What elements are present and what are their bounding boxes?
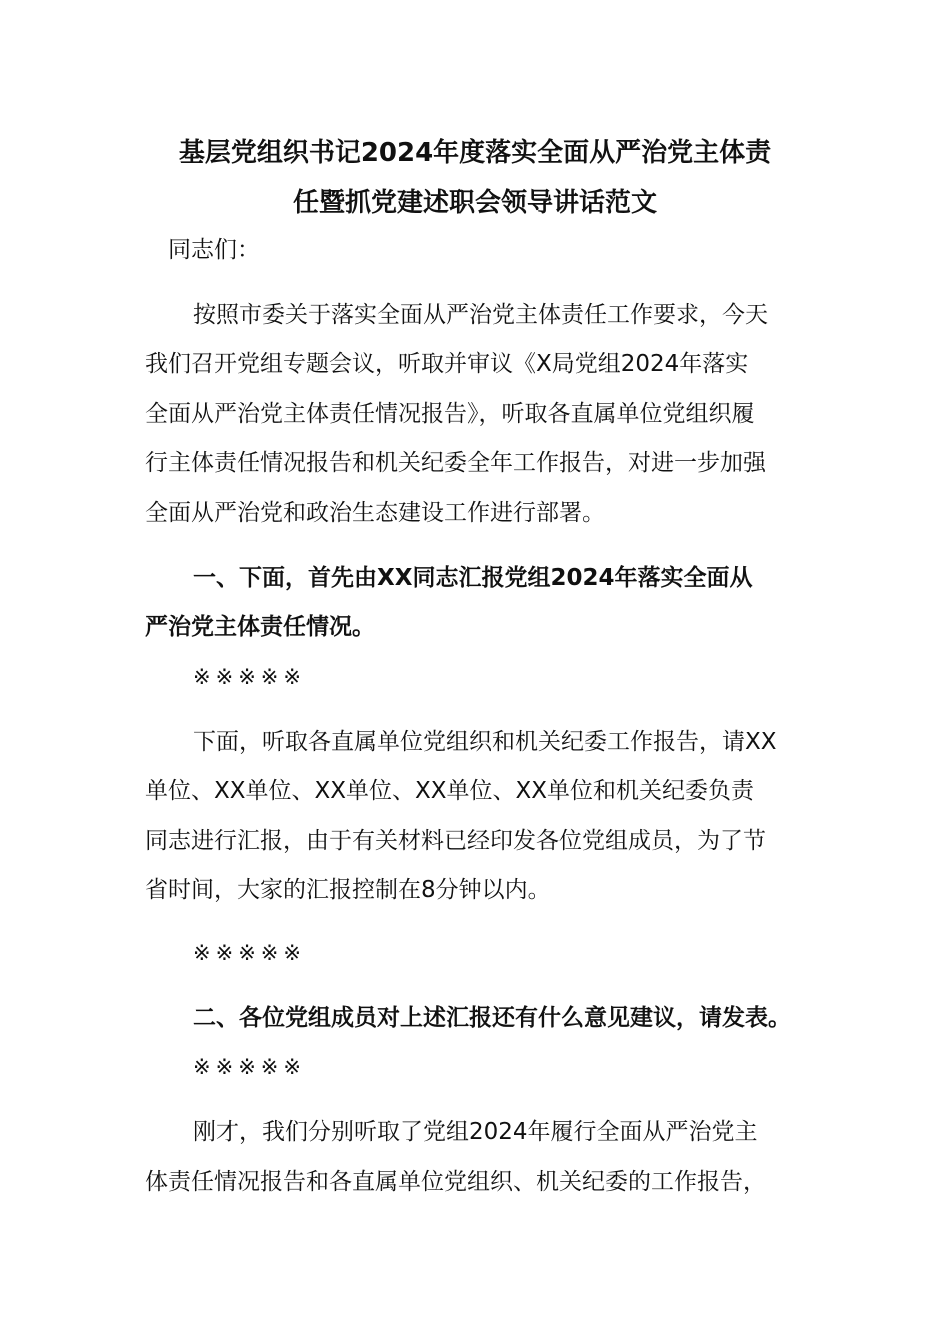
- heading-2: 二、各位党组成员对上述汇报还有什么意见建议，请发表。: [193, 1005, 791, 1031]
- paragraph-2-line-2: 单位、XX单位、XX单位、XX单位、XX单位和机关纪委负责: [145, 778, 755, 804]
- paragraph-1-line-1: 按照市委关于落实全面从严治党主体责任工作要求，今天: [193, 302, 768, 328]
- paragraph-2-line-4: 省时间，大家的汇报控制在8分钟以内。: [145, 877, 551, 903]
- heading-1-line-1: 一、下面，首先由XX同志汇报党组2024年落实全面从: [193, 565, 753, 591]
- paragraph-3-line-1: 刚才，我们分别听取了党组2024年履行全面从严治党主: [193, 1119, 758, 1145]
- separator-1: ※※※※※: [193, 665, 306, 689]
- heading-1-line-2: 严治党主体责任情况。: [145, 614, 375, 640]
- paragraph-2-line-1: 下面，听取各直属单位党组织和机关纪委工作报告，请XX: [193, 729, 777, 755]
- paragraph-1-line-2: 我们召开党组专题会议，听取并审议《X局党组2024年落实: [145, 351, 749, 377]
- separator-2: ※※※※※: [193, 941, 306, 965]
- document-title-line-2: 任暨抓党建述职会领导讲话范文: [292, 188, 657, 218]
- separator-3: ※※※※※: [193, 1055, 306, 1079]
- paragraph-1-line-4: 行主体责任情况报告和机关纪委全年工作报告，对进一步加强: [145, 450, 766, 476]
- paragraph-3-line-2: 体责任情况报告和各直属单位党组织、机关纪委的工作报告，: [145, 1169, 766, 1195]
- paragraph-1-line-3: 全面从严治党主体责任情况报告》，听取各直属单位党组织履: [145, 401, 755, 427]
- paragraph-1-line-5: 全面从严治党和政治生态建设工作进行部署。: [145, 500, 605, 526]
- document-title-line-1: 基层党组织书记2024年度落实全面从严治党主体责: [178, 138, 772, 168]
- paragraph-2-line-3: 同志进行汇报，由于有关材料已经印发各位党组成员，为了节: [145, 828, 766, 854]
- salutation: 同志们：: [168, 237, 260, 263]
